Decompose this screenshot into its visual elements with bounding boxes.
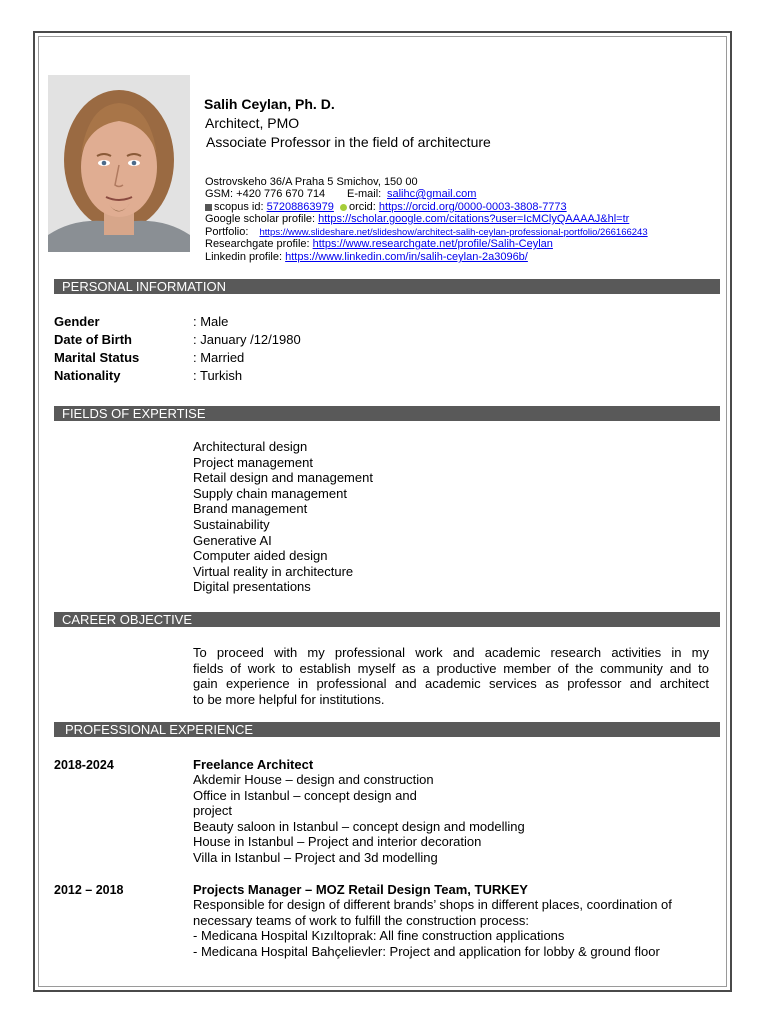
email-link[interactable]: salihc@gmail.com — [387, 188, 477, 200]
list-item: Digital presentations — [193, 579, 311, 595]
career-objective-text — [193, 645, 709, 707]
email-label: E-mail: — [347, 188, 382, 200]
gsm-phone: GSM: +420 776 670 714 — [205, 188, 326, 200]
gender-value: : Male — [193, 314, 229, 329]
orcid-label: orcid: — [348, 201, 376, 213]
portrait-illustration — [48, 75, 190, 252]
marital-status-label: Marital Status — [54, 350, 140, 365]
scholar-link[interactable]: https://scholar.google.com/citations?user=IcMClyQAAAAJ&hl=tr — [318, 213, 630, 225]
address: Ostrovskeho 36/A Praha 5 Smichov, 150 00 — [205, 176, 418, 188]
job-detail-line: Akdemir House – design and construction — [193, 772, 434, 787]
linkedin-row — [205, 251, 528, 264]
job-detail-line: project — [193, 803, 233, 819]
list-item: Virtual reality in architecture — [193, 563, 354, 579]
scholar-row — [205, 213, 629, 226]
portfolio-label: Portfolio: — [205, 226, 249, 238]
list-item: Retail design and management — [193, 470, 373, 486]
researchgate-link[interactable]: https://www.researchgate.net/profile/Salih-Ceylan — [312, 238, 553, 250]
objective-line: to be more helpful for institutions. — [193, 691, 385, 707]
job-years: 2018-2024 — [54, 758, 114, 772]
position-title: Associate Professor in the field of architecture — [206, 134, 491, 150]
job-detail-line: Beauty saloon in Istanbul – concept design and modelling — [193, 818, 525, 834]
section-fields-of-expertise: FIELDS OF EXPERTISE — [54, 406, 720, 421]
portfolio-link[interactable]: https://www.slideshare.net/slideshow/architect-salih-ceylan-professional-portfolio/266166243 — [259, 227, 648, 238]
linkedin-label: Linkedin profile: — [205, 251, 283, 263]
job-details — [193, 772, 525, 866]
job-title: Projects Manager – MOZ Retail Design Team, TURKEY — [193, 882, 528, 897]
job-details — [193, 897, 672, 959]
objective-line: To proceed with my professional work and academic research activities in my — [193, 645, 709, 660]
job-title: Freelance Architect — [193, 757, 314, 772]
job-detail-line: House in Istanbul – Project and interior decoration — [193, 834, 482, 850]
job-detail-line: Villa in Istanbul – Project and 3d modelling — [193, 849, 438, 865]
dob-label: Date of Birth — [54, 332, 132, 347]
list-item: Project management — [193, 454, 313, 470]
objective-line: gain experience in professional and academic services as professor and architect — [193, 676, 709, 692]
list-item: Architectural design — [193, 439, 308, 454]
job-detail-line: - Medicana Hospital Bahçelievler: Project and application for lobby & ground floor — [193, 943, 660, 959]
objective-line: fields of work to establish myself as a productive member of the community and to — [193, 660, 709, 676]
job-detail-line: necessary teams of work to fulfill the construction process: — [193, 912, 529, 928]
linkedin-link[interactable]: https://www.linkedin.com/in/salih-ceylan-2a3096b/ — [285, 251, 528, 263]
list-item: Computer aided design — [193, 548, 328, 564]
list-item: Generative AI — [193, 532, 272, 548]
scholar-label: Google scholar profile: — [205, 213, 316, 225]
nationality-value: : Turkish — [193, 368, 243, 383]
marital-status-value: : Married — [193, 350, 245, 365]
expertise-list — [193, 439, 373, 595]
list-item: Brand management — [193, 501, 308, 517]
scopus-icon — [205, 204, 212, 211]
role-title: Architect, PMO — [205, 115, 300, 131]
researchgate-row — [205, 238, 553, 251]
orcid-icon — [340, 204, 347, 211]
researchgate-label: Researchgate profile: — [205, 238, 310, 250]
scopus-link[interactable]: 57208863979 — [266, 201, 334, 213]
scopus-label: scopus id: — [214, 201, 264, 213]
section-career-objective: CAREER OBJECTIVE — [54, 612, 720, 627]
dob-value: : January /12/1980 — [193, 332, 301, 347]
section-professional-experience: PROFESSIONAL EXPERIENCE — [54, 722, 720, 737]
gender-label: Gender — [54, 314, 100, 329]
list-item: Supply chain management — [193, 485, 347, 501]
job-detail-line: - Medicana Hospital Kızıltoprak: All fine construction applications — [193, 928, 565, 944]
person-name: Salih Ceylan, Ph. D. — [204, 96, 335, 112]
section-personal-information: PERSONAL INFORMATION — [54, 279, 720, 294]
job-years: 2012 – 2018 — [54, 883, 124, 897]
nationality-label: Nationality — [54, 368, 121, 383]
portrait-photo — [48, 75, 190, 252]
job-detail-line: Responsible for design of different brands’ shops in different places, coordination of — [193, 897, 672, 912]
job-detail-line: Office in Istanbul – concept design and — [193, 787, 417, 803]
orcid-link[interactable]: https://orcid.org/0000-0003-3808-7773 — [378, 201, 567, 213]
list-item: Sustainability — [193, 516, 270, 532]
